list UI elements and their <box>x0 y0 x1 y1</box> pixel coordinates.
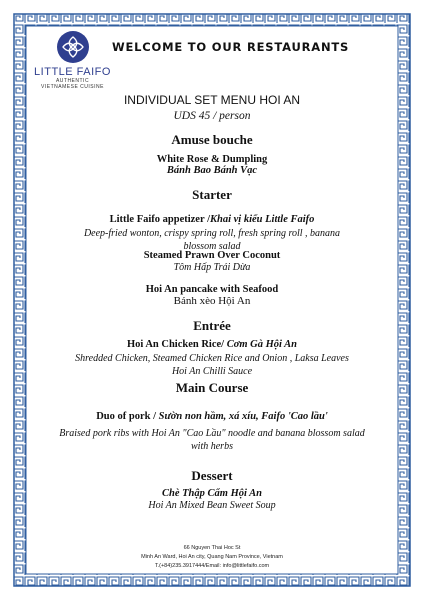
dish-description: Hoi An Chilli Sauce <box>171 366 253 377</box>
dish-name: Duo of pork / <box>96 411 159 422</box>
address-line: Minh An Ward, Hoi An city, Quang Nam Province, Vietnam <box>141 554 283 560</box>
dish-description: Hoi An Mixed Bean Sweet Soup <box>148 500 276 511</box>
section-starter: Starter <box>192 187 232 202</box>
dish-description: with herbs <box>191 441 233 452</box>
logo-tagline-1: AUTHENTIC <box>55 78 90 84</box>
section-dessert: Dessert <box>191 468 233 483</box>
section-amuse-bouche: Amuse bouche <box>171 132 253 147</box>
welcome-heading: WELCOME TO OUR RESTAURANTS <box>112 40 350 54</box>
dish-name: Little Faifo appetizer / <box>109 214 210 225</box>
dish-line <box>40 209 384 227</box>
dish-name: Hoi An pancake with Seafood <box>145 284 279 295</box>
dish-description: Braised pork ribs with Hoi An "Cao Lầu" noodle and banana blossom salad <box>59 428 365 439</box>
price: UDS 45 / person <box>173 110 251 122</box>
dish-name-vn: Tôm Hấp Trái Dừa <box>173 262 251 273</box>
dish-name-vn: Bánh Bao Bánh Vạc <box>166 165 258 176</box>
address-line: 66 Nguyen Thai Hoc St <box>183 545 241 551</box>
address-footer <box>40 544 384 571</box>
logo-name: LITTLE FAIFO <box>34 66 111 78</box>
dish-name: White Rose & Dumpling <box>156 154 268 165</box>
dish-description: Deep-fried wonton, crispy spring roll, fresh spring roll , banana <box>83 228 341 239</box>
dish-name-vn: Cơm Gà Hội An <box>226 339 298 350</box>
dish-line <box>40 406 384 424</box>
section-entree: Entrée <box>193 318 231 333</box>
dish-description: blossom salad <box>183 241 241 252</box>
logo-tagline-2: VIETNAMESE CUISINE <box>41 84 104 90</box>
dish-name-vn: Sườn non hầm, xá xíu, Faifo 'Cao lầu' <box>158 411 328 422</box>
section-main-course: Main Course <box>175 380 249 395</box>
dish-name-vn: Khai vị kiểu Little Faifo <box>209 214 315 225</box>
dish-name: Hoi An Chicken Rice/ <box>126 339 227 350</box>
dish-name-vn: Chè Thập Cẩm Hội An <box>162 488 262 499</box>
lotus-logo-icon <box>56 30 90 64</box>
dish-name-vn: Bánh xèo Hội An <box>173 295 251 307</box>
set-menu-title: INDIVIDUAL SET MENU HOI AN <box>123 93 301 107</box>
dish-name: Steamed Prawn Over Coconut <box>143 250 281 261</box>
contact-line: T.(+84)235.3917444/Email: info@littlefaifo.com <box>154 563 270 569</box>
dish-line <box>40 334 384 352</box>
restaurant-logo <box>30 30 115 90</box>
dish-description: Shredded Chicken, Steamed Chicken Rice and Onion , Laksa Leaves <box>75 353 349 364</box>
